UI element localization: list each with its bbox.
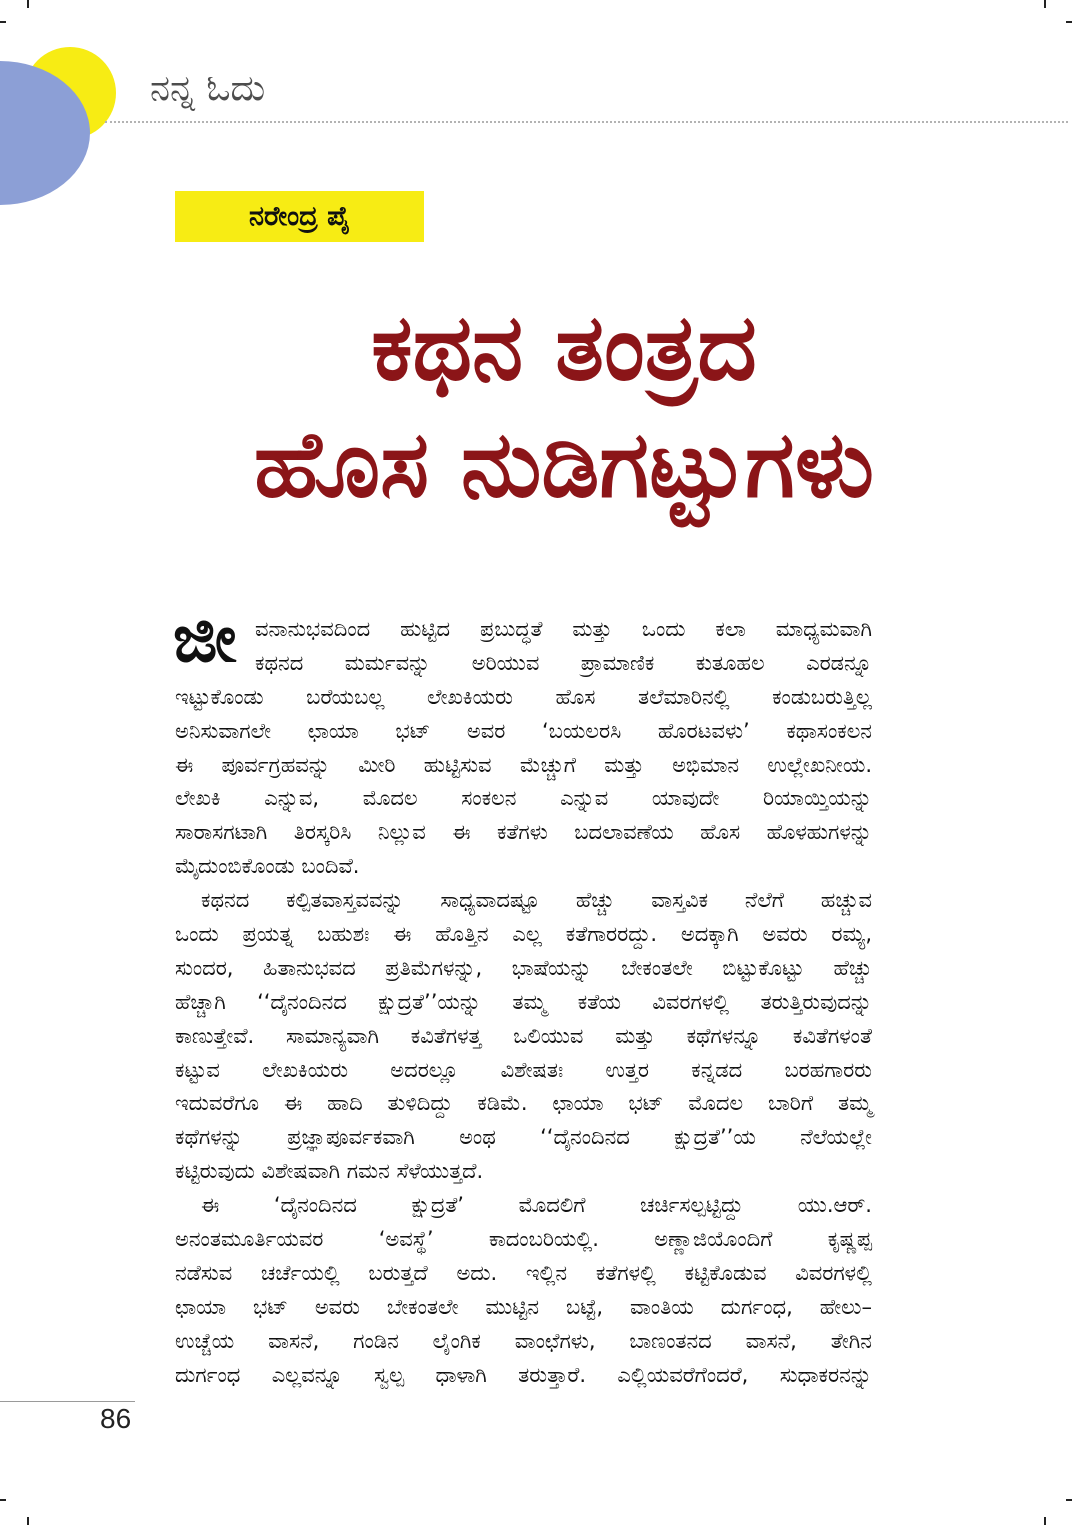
- word: ಎನ್ನುವ: [560, 786, 609, 811]
- word: ಬರಹಗಾರರು: [784, 1057, 872, 1082]
- word: ಮುಟ್ಟಿನ: [485, 1294, 540, 1319]
- body-line: [175, 1054, 872, 1088]
- word: ಕೃಷ್ಣಪ್ಪ: [827, 1227, 872, 1252]
- word: ಕತೆಗಳು: [496, 820, 548, 845]
- body-line: [175, 1087, 872, 1121]
- word: ‘ಬಯಲರಸಿ: [541, 718, 622, 743]
- word: ತೇಗಿನ: [830, 1328, 872, 1353]
- word: ತರುತ್ತಾರೆ.: [518, 1362, 587, 1387]
- word: ಅವರು: [762, 922, 808, 947]
- word: ಎಲ್ಲ: [512, 922, 542, 947]
- word: ಸುಂದರ,: [175, 955, 234, 980]
- word: ಎರಡನ್ನೂ: [806, 650, 872, 675]
- word: ಗಂಡಿನ: [353, 1328, 399, 1353]
- word: ಎನ್ನುವ,: [264, 786, 320, 811]
- word: ಕ್ಷುದ್ರತೆ’’ಯ: [674, 1125, 756, 1150]
- word: ಪ್ರಾಮಾಣಿಕ: [580, 650, 655, 675]
- word: ಕನ್ನಡದ: [691, 1057, 743, 1082]
- word: ಯಾವುದೇ: [651, 786, 720, 811]
- word: ತಲೆಮಾರಿನಲ್ಲಿ: [637, 684, 730, 709]
- dotted-rule: [105, 121, 1068, 123]
- word: ಪೂರ್ವಗ್ರಹವನ್ನು: [221, 752, 330, 777]
- word: ಅಭಿಮಾನ: [672, 752, 740, 777]
- section-label: ನನ್ನ ಓದು: [150, 68, 266, 109]
- word: ಅನಿಸುವಾಗಲೇ: [175, 718, 272, 743]
- word: ಭಟ್: [628, 1091, 664, 1116]
- word: ಸಾರಾಸಗಟಾಗಿ: [175, 820, 268, 845]
- crop-mark: [27, 0, 29, 8]
- word: ಮತ್ತು: [572, 617, 612, 641]
- word: ಈ: [452, 820, 471, 845]
- word: ಲೇಖಕಿಯರು: [262, 1057, 349, 1082]
- word: ಕಡಿಮೆ.: [477, 1091, 528, 1116]
- word: ಹೊಳಹುಗಳನ್ನು: [766, 820, 872, 845]
- title-line-1: ಕಥನ ತಂತ್ರದ: [371, 294, 757, 401]
- word: ಕವಿತೆಗಳತ್ತ: [410, 1023, 482, 1048]
- word: ಮತ್ತು: [604, 752, 644, 777]
- word: ‘ಅವಸ್ಥೆ’: [378, 1227, 434, 1252]
- word: ಉಚ್ಚೆಯ: [175, 1328, 235, 1353]
- word: ಬಟ್ಟೆ,: [566, 1294, 603, 1319]
- word: ವಿಶೇಷತಃ: [500, 1057, 564, 1082]
- word: ಛಾಯಾ: [175, 1294, 227, 1319]
- word: ಅವರು: [314, 1294, 360, 1319]
- body-line: [175, 918, 872, 952]
- word: ಕಟ್ಟಿಕೊಡುವ: [684, 1260, 767, 1285]
- word: ಬಿಟ್ಟುಕೊಟ್ಟು: [722, 955, 804, 980]
- word: ಈ: [175, 752, 194, 777]
- word: ಮೊದಲಿಗೆ: [518, 1193, 586, 1218]
- body-line: [175, 1189, 872, 1223]
- word: ಅಣ್ಣಾಜಿಯೊಂದಿಗೆ: [654, 1227, 773, 1252]
- word: ಮಾಧ್ಯಮವಾಗಿ: [775, 617, 872, 641]
- word: ಈ: [393, 922, 412, 947]
- crop-mark: [1044, 1517, 1046, 1525]
- crop-mark: [27, 1517, 29, 1525]
- body-line: [175, 1325, 872, 1359]
- crop-mark: [1066, 21, 1072, 23]
- word: ತರುತ್ತಿರುವುದನ್ನು: [760, 989, 872, 1014]
- word: ಲೇಖಕಿ: [175, 786, 221, 811]
- word: ಅದು.: [456, 1260, 498, 1285]
- word: ಉತ್ತರ: [605, 1057, 649, 1082]
- word: ವಾಂಛೆಗಳು,: [514, 1328, 596, 1353]
- word: ಭಟ್: [395, 718, 431, 743]
- word: ಬರೆಯಬಲ್ಲ: [306, 684, 385, 709]
- word: ಕಥೆಗಳನ್ನು: [175, 1125, 243, 1150]
- word: ಅಂಥ: [459, 1125, 496, 1150]
- body-line: ಕಟ್ಟಿರುವುದು ವಿಶೇಷವಾಗಿ ಗಮನ ಸೆಳೆಯುತ್ತದೆ.: [175, 1159, 484, 1184]
- word: ದುರ್ಗಂಧ,: [720, 1294, 793, 1319]
- word: ಕಥನದ: [201, 888, 250, 913]
- word: ಭಟ್: [252, 1294, 288, 1319]
- body-line: [175, 1359, 872, 1393]
- word: ನೆಲೆಯಲ್ಲೇ: [800, 1125, 872, 1150]
- body-line: [175, 1223, 872, 1257]
- word: ರಿಯಾಯ್ತಿಯನ್ನು: [762, 786, 872, 811]
- word: ಛಾಯಾ: [307, 718, 359, 743]
- word: ಬರುತ್ತದೆ: [368, 1260, 428, 1285]
- word: ಇಟ್ಟುಕೊಂಡು: [175, 684, 264, 709]
- word: ಬೇಕಂತಲೇ: [621, 955, 693, 980]
- word: ಸಂಕಲನ: [461, 786, 517, 811]
- word: ಈ: [201, 1193, 220, 1218]
- crop-mark: [0, 21, 6, 23]
- word: ವಾಸ್ತವಿಕ: [651, 888, 709, 913]
- word: ಹೇಲು–: [819, 1294, 872, 1319]
- body-line: [175, 986, 872, 1020]
- crop-mark: [1066, 1499, 1072, 1501]
- word: ಎಲ್ಲಿಯವರೆಗೆಂದರೆ,: [617, 1362, 749, 1387]
- body-line: [175, 952, 872, 986]
- word: ಅವರ: [466, 718, 506, 743]
- word: ಕವಿತೆಗಳಂತೆ: [792, 1023, 872, 1048]
- word: ಮೆಚ್ಚುಗೆ: [519, 752, 576, 777]
- body-line: [175, 782, 872, 816]
- word: ಒಲಿಯುವ: [513, 1023, 584, 1048]
- word: ‘ದೈನಂದಿನದ: [273, 1193, 357, 1218]
- paragraph-3: [175, 1189, 872, 1392]
- word: ಈ: [283, 1091, 303, 1116]
- word: ಹೊತ್ತಿನ: [435, 922, 489, 947]
- word: ವಿವರಗಳಲ್ಲಿ: [652, 989, 730, 1014]
- word: ಹಾದಿ: [327, 1091, 363, 1116]
- word: ಉಲ್ಲೇಖನೀಯ.: [767, 752, 872, 777]
- word: ‘‘ದೈನಂದಿನದ: [257, 989, 347, 1014]
- word: ಹುಟ್ಟಿದ: [400, 617, 451, 641]
- word: ಕ್ಷುದ್ರತೆ’’ಯನ್ನು: [378, 989, 482, 1014]
- word: ಕಾಣುತ್ತೇವೆ.: [175, 1023, 255, 1048]
- body-line: [175, 681, 872, 715]
- paragraph-1: [175, 613, 872, 884]
- word: ನಡೆಸುವ: [175, 1260, 233, 1285]
- word: ತಮ್ಮ: [512, 989, 547, 1014]
- word: ಲೇಖಕಿಯರು: [427, 684, 513, 709]
- word: ದುರ್ಗಂಧ: [175, 1362, 241, 1387]
- word: ಬಹುಶಃ: [317, 922, 370, 947]
- word: ಪ್ರಯತ್ನ: [242, 922, 294, 947]
- body-line: [175, 884, 872, 918]
- word: ಒಂದು: [641, 617, 686, 641]
- word: ಛಾಯಾ: [552, 1091, 604, 1116]
- body-line: [175, 715, 872, 749]
- word: ನೆಲೆಗೆ: [744, 888, 784, 913]
- word: ವಿವರಗಳಲ್ಲಿ: [795, 1260, 872, 1285]
- body-line: [255, 613, 872, 647]
- word: ಕಥಾಸಂಕಲನ: [786, 718, 872, 743]
- word: ಸ್ವಲ್ಪ: [374, 1362, 405, 1387]
- word: ‘‘ದೈನಂದಿನದ: [540, 1125, 630, 1150]
- word: ಲೈಂಗಿಕ: [432, 1328, 481, 1353]
- word: ತುಳಿದಿದ್ದು: [387, 1091, 453, 1116]
- word: ತಮ್ಮ: [837, 1091, 872, 1116]
- word: ಅನಂತಮೂರ್ತಿಯವರ: [175, 1227, 324, 1252]
- word: ಸಾಮಾನ್ಯವಾಗಿ: [286, 1023, 379, 1048]
- word: ಕುತೂಹಲ: [695, 650, 765, 675]
- body-line: [175, 749, 872, 783]
- crop-mark: [1044, 0, 1046, 8]
- word: ರಮ್ಯ,: [831, 922, 872, 947]
- word: ವಾಸನೆ,: [745, 1328, 797, 1353]
- word: ಮೊದಲ: [362, 786, 418, 811]
- body-line: [175, 1291, 872, 1325]
- word: ವಾಸನೆ,: [268, 1328, 320, 1353]
- body-line: [175, 816, 872, 850]
- word: ಅದರಲ್ಲೂ: [390, 1057, 459, 1082]
- word: ಹೆಚ್ಚು: [833, 955, 872, 980]
- word: ಇದುವರೆಗೂ: [175, 1091, 260, 1116]
- word: ಯು.ಆರ್.: [797, 1193, 872, 1218]
- word: ಸುಧಾಕರನನ್ನು: [779, 1362, 872, 1387]
- word: ಕ್ಷುದ್ರತೆ’: [411, 1193, 464, 1218]
- title-line-2: ಹೊಸ ನುಡಿಗಟ್ಟುಗಳು: [253, 411, 875, 518]
- body-line: [255, 647, 872, 681]
- word: ಇಲ್ಲಿನ: [525, 1260, 568, 1285]
- word: ಕಥನದ: [255, 650, 304, 675]
- word: ಪ್ರಬುದ್ಧತೆ: [479, 617, 543, 641]
- body-line: ಮೈದುಂಬಿಕೊಂಡು ಬಂದಿವೆ.: [175, 854, 360, 879]
- word: ಕತೆಗಾರರದ್ದು.: [565, 922, 658, 947]
- drop-cap: ಜೀ: [173, 600, 237, 677]
- word: ಬದಲಾವಣೆಯ: [574, 820, 674, 845]
- crop-mark: [0, 1499, 6, 1501]
- word: ಚರ್ಚೆಯಲ್ಲಿ: [260, 1260, 340, 1285]
- word: ಹೆಚ್ಚು: [575, 888, 615, 913]
- word: ಹಚ್ಚುವ: [820, 888, 872, 913]
- word: ಕಲ್ಪಿತವಾಸ್ತವವನ್ನು: [286, 888, 404, 913]
- word: ಕಾದಂಬರಿಯಲ್ಲಿ.: [488, 1227, 599, 1252]
- word: ಎಲ್ಲವನ್ನೂ: [271, 1362, 343, 1387]
- word: ಕಟ್ಟುವ: [175, 1057, 220, 1082]
- word: ಪ್ರತಿಮೆಗಳನ್ನು,: [385, 955, 483, 980]
- word: ಹುಟ್ಟಿಸುವ: [423, 752, 492, 777]
- word: ಕಥೆಗಳನ್ನೂ: [686, 1023, 762, 1048]
- word: ಹೊರಟವಳು’: [657, 718, 750, 743]
- word: ಪ್ರಜ್ಞಾಪೂರ್ವಕವಾಗಿ: [287, 1125, 415, 1150]
- body-line: [175, 1121, 872, 1155]
- body-line: [175, 1257, 872, 1291]
- word: ನಿಲ್ಲುವ: [377, 820, 426, 845]
- word: ಕಲಾ: [715, 617, 746, 641]
- word: ಬಾರಿಗೆ: [768, 1091, 814, 1116]
- word: ಮೀರಿ: [358, 752, 396, 777]
- word: ಬಾಣಂತನದ: [629, 1328, 712, 1353]
- word: ಹೊಸ: [700, 820, 741, 845]
- word: ಚರ್ಚಿಸಲ್ಪಟ್ಟಿದ್ದು: [640, 1193, 744, 1218]
- word: ಕತೆಗಳಲ್ಲಿ: [595, 1260, 656, 1285]
- word: ಒಂದು: [175, 922, 219, 947]
- word: ಮರ್ಮವನ್ನು: [344, 650, 431, 675]
- page-number: 86: [100, 1403, 132, 1434]
- word: ವಾಂತಿಯ: [629, 1294, 694, 1319]
- author-tag: [175, 191, 424, 242]
- word: ತಿರಸ್ಕರಿಸಿ: [293, 820, 352, 845]
- word: ಕಂಡುಬರುತ್ತಿಲ್ಲ: [772, 684, 872, 709]
- author-name: ನರೇಂದ್ರ ಪೈ: [248, 200, 351, 232]
- word: ಭಾಷೆಯನ್ನು: [511, 955, 592, 980]
- paragraph-2: [175, 884, 872, 1189]
- word: ವನಾನುಭವದಿಂದ: [255, 617, 371, 641]
- word: ಬೇಕಂತಲೇ: [386, 1294, 459, 1319]
- word: ಸಾಧ್ಯವಾದಷ್ಟೂ: [440, 888, 540, 913]
- word: ಹೆಚ್ಚಾಗಿ: [175, 989, 226, 1014]
- word: ಕತೆಯ: [577, 989, 621, 1014]
- body-line: [175, 1020, 872, 1054]
- word: ಹಿತಾನುಭವದ: [263, 955, 356, 980]
- word: ಅರಿಯುವ: [471, 650, 540, 675]
- article-body: [173, 600, 872, 1392]
- word: ಅದಕ್ಕಾಗಿ: [680, 922, 739, 947]
- word: ಹೊಸ: [555, 684, 596, 709]
- word: ಧಾಳಾಗಿ: [435, 1362, 487, 1387]
- word: ಮೊದಲ: [688, 1091, 744, 1116]
- word: ಮತ್ತು: [615, 1023, 655, 1048]
